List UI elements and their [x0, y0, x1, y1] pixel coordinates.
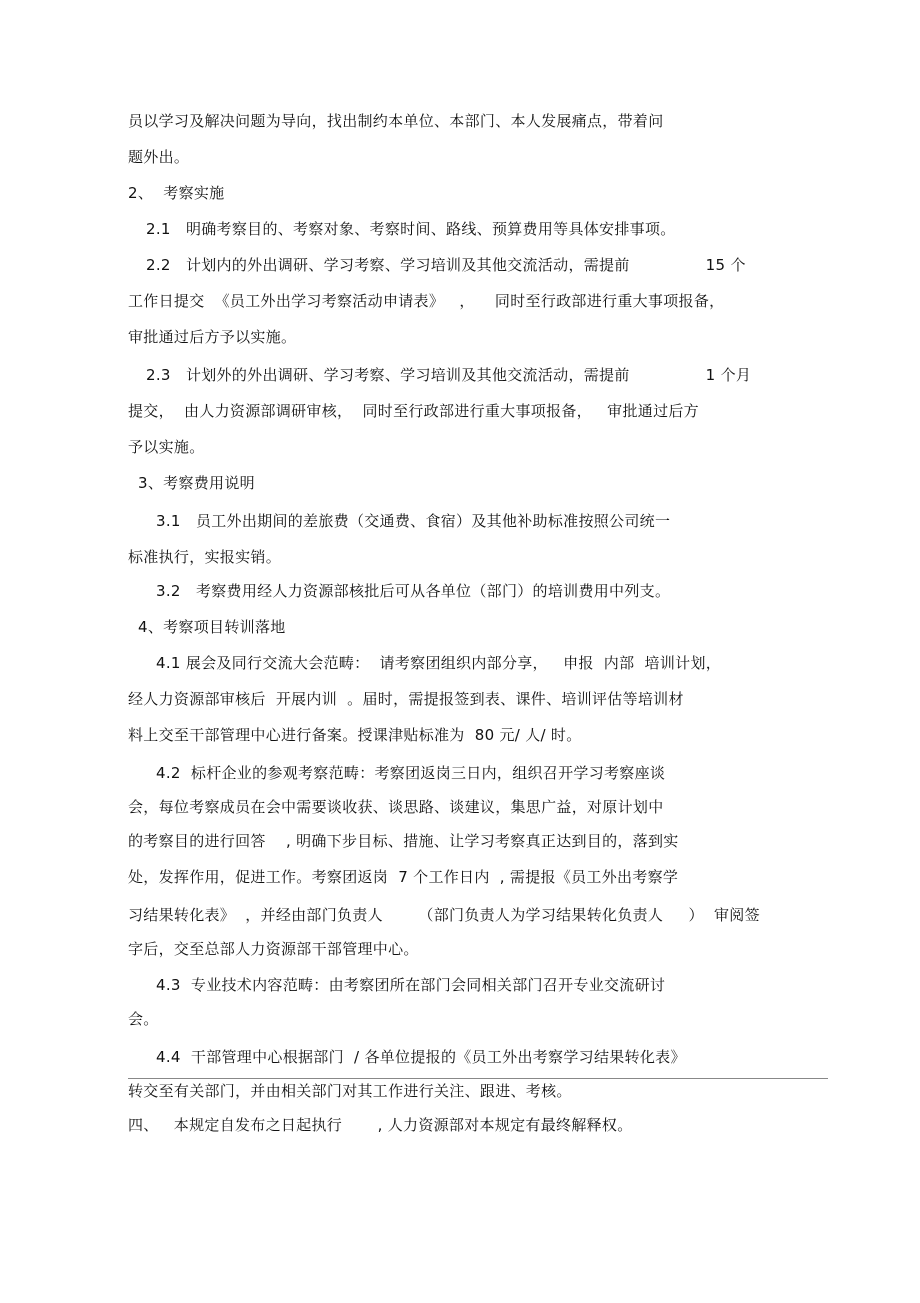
- text-line-4-2f: 字后，交至总部人力资源部干部管理中心。: [128, 940, 419, 958]
- text-line-4-4a: 4.4 干部管理中心根据部门 / 各单位提报的《员工外出考察学习结果转化表》: [156, 1048, 686, 1066]
- text-line-4-1a: 4.1 展会及同行交流大会范畴： 请考察团组织内部分享， 申报 内部 培训计划，: [156, 654, 722, 672]
- text-line-4-2b: 会，每位考察成员在会中需要谈收获、谈思路、谈建议，集思广益，对原计划中: [128, 798, 664, 816]
- text-line-4-3a: 4.3 专业技术内容范畴：由考察团所在部门会同相关部门召开专业交流研讨: [156, 976, 666, 994]
- text-line-2-3a: 2.3 计划外的外出调研、学习考察、学习培训及其他交流活动，需提前 1 个月: [146, 366, 752, 384]
- text-line-4-3b: 会。: [128, 1010, 159, 1028]
- text-line-2-3b: 提交， 由人力资源部调研审核， 同时至行政部进行重大事项报备， 审批通过后方: [128, 402, 699, 420]
- text-line-2-2b: 工作日提交 《员工外出学习考察活动申请表》 ， 同时至行政部进行重大事项报备，: [128, 292, 725, 310]
- section-heading-3: 3、考察费用说明: [138, 474, 255, 492]
- section-heading-2: 2、 考察实施: [128, 184, 225, 202]
- text-line-4-2c: 的考察目的进行回答 , 明确下步目标、措施、让学习考察真正达到目的，落到实: [128, 832, 679, 850]
- text-line-4-4b: 转交至有关部门，并由相关部门对其工作进行关注、跟进、考核。: [128, 1082, 572, 1100]
- text-line-3-2: 3.2 考察费用经人力资源部核批后可从各单位（部门）的培训费用中列支。: [156, 582, 671, 600]
- section-heading-four-final: 四、 本规定自发布之日起执行 , 人力资源部对本规定有最终解释权。: [128, 1116, 633, 1134]
- section-heading-4: 4、考察项目转训落地: [138, 618, 286, 636]
- text-line-4-2a: 4.2 标杆企业的参观考察范畴：考察团返岗三日内，组织召开学习考察座谈: [156, 764, 666, 782]
- text-line-4-2d: 处，发挥作用，促进工作。考察团返岗 7 个工作日内 , 需提报《员工外出考察学: [128, 868, 679, 886]
- text-line-4-2e: 习结果转化表》 ，并经由部门负责人 （部门负责人为学习结果转化负责人 ） 审阅签: [128, 906, 760, 924]
- text-line-4-1c: 料上交至干部管理中心进行备案。授课津贴标准为 80 元/ 人/ 时。: [128, 726, 582, 744]
- text-line-2-2c: 审批通过后方予以实施。: [128, 328, 297, 346]
- text-line-3-1a: 3.1 员工外出期间的差旅费（交通费、食宿）及其他补助标准按照公司统一: [156, 512, 671, 530]
- text-line-2-2a: 2.2 计划内的外出调研、学习考察、学习培训及其他交流活动，需提前 15 个: [146, 256, 746, 274]
- horizontal-divider: [128, 1078, 828, 1079]
- text-line-4-1b: 经人力资源部审核后 开展内训 。届时，需提报签到表、课件、培训评估等培训材: [128, 690, 684, 708]
- text-line-2: 题外出。: [128, 148, 190, 166]
- text-line-3-1b: 标准执行，实报实销。: [128, 548, 282, 566]
- text-line-2-1: 2.1 明确考察目的、考察对象、考察时间、路线、预算费用等具体安排事项。: [146, 220, 676, 238]
- text-line-1: 员以学习及解决问题为导向，找出制约本单位、本部门、本人发展痛点，带着问: [128, 112, 664, 130]
- text-line-2-3c: 予以实施。: [128, 438, 205, 456]
